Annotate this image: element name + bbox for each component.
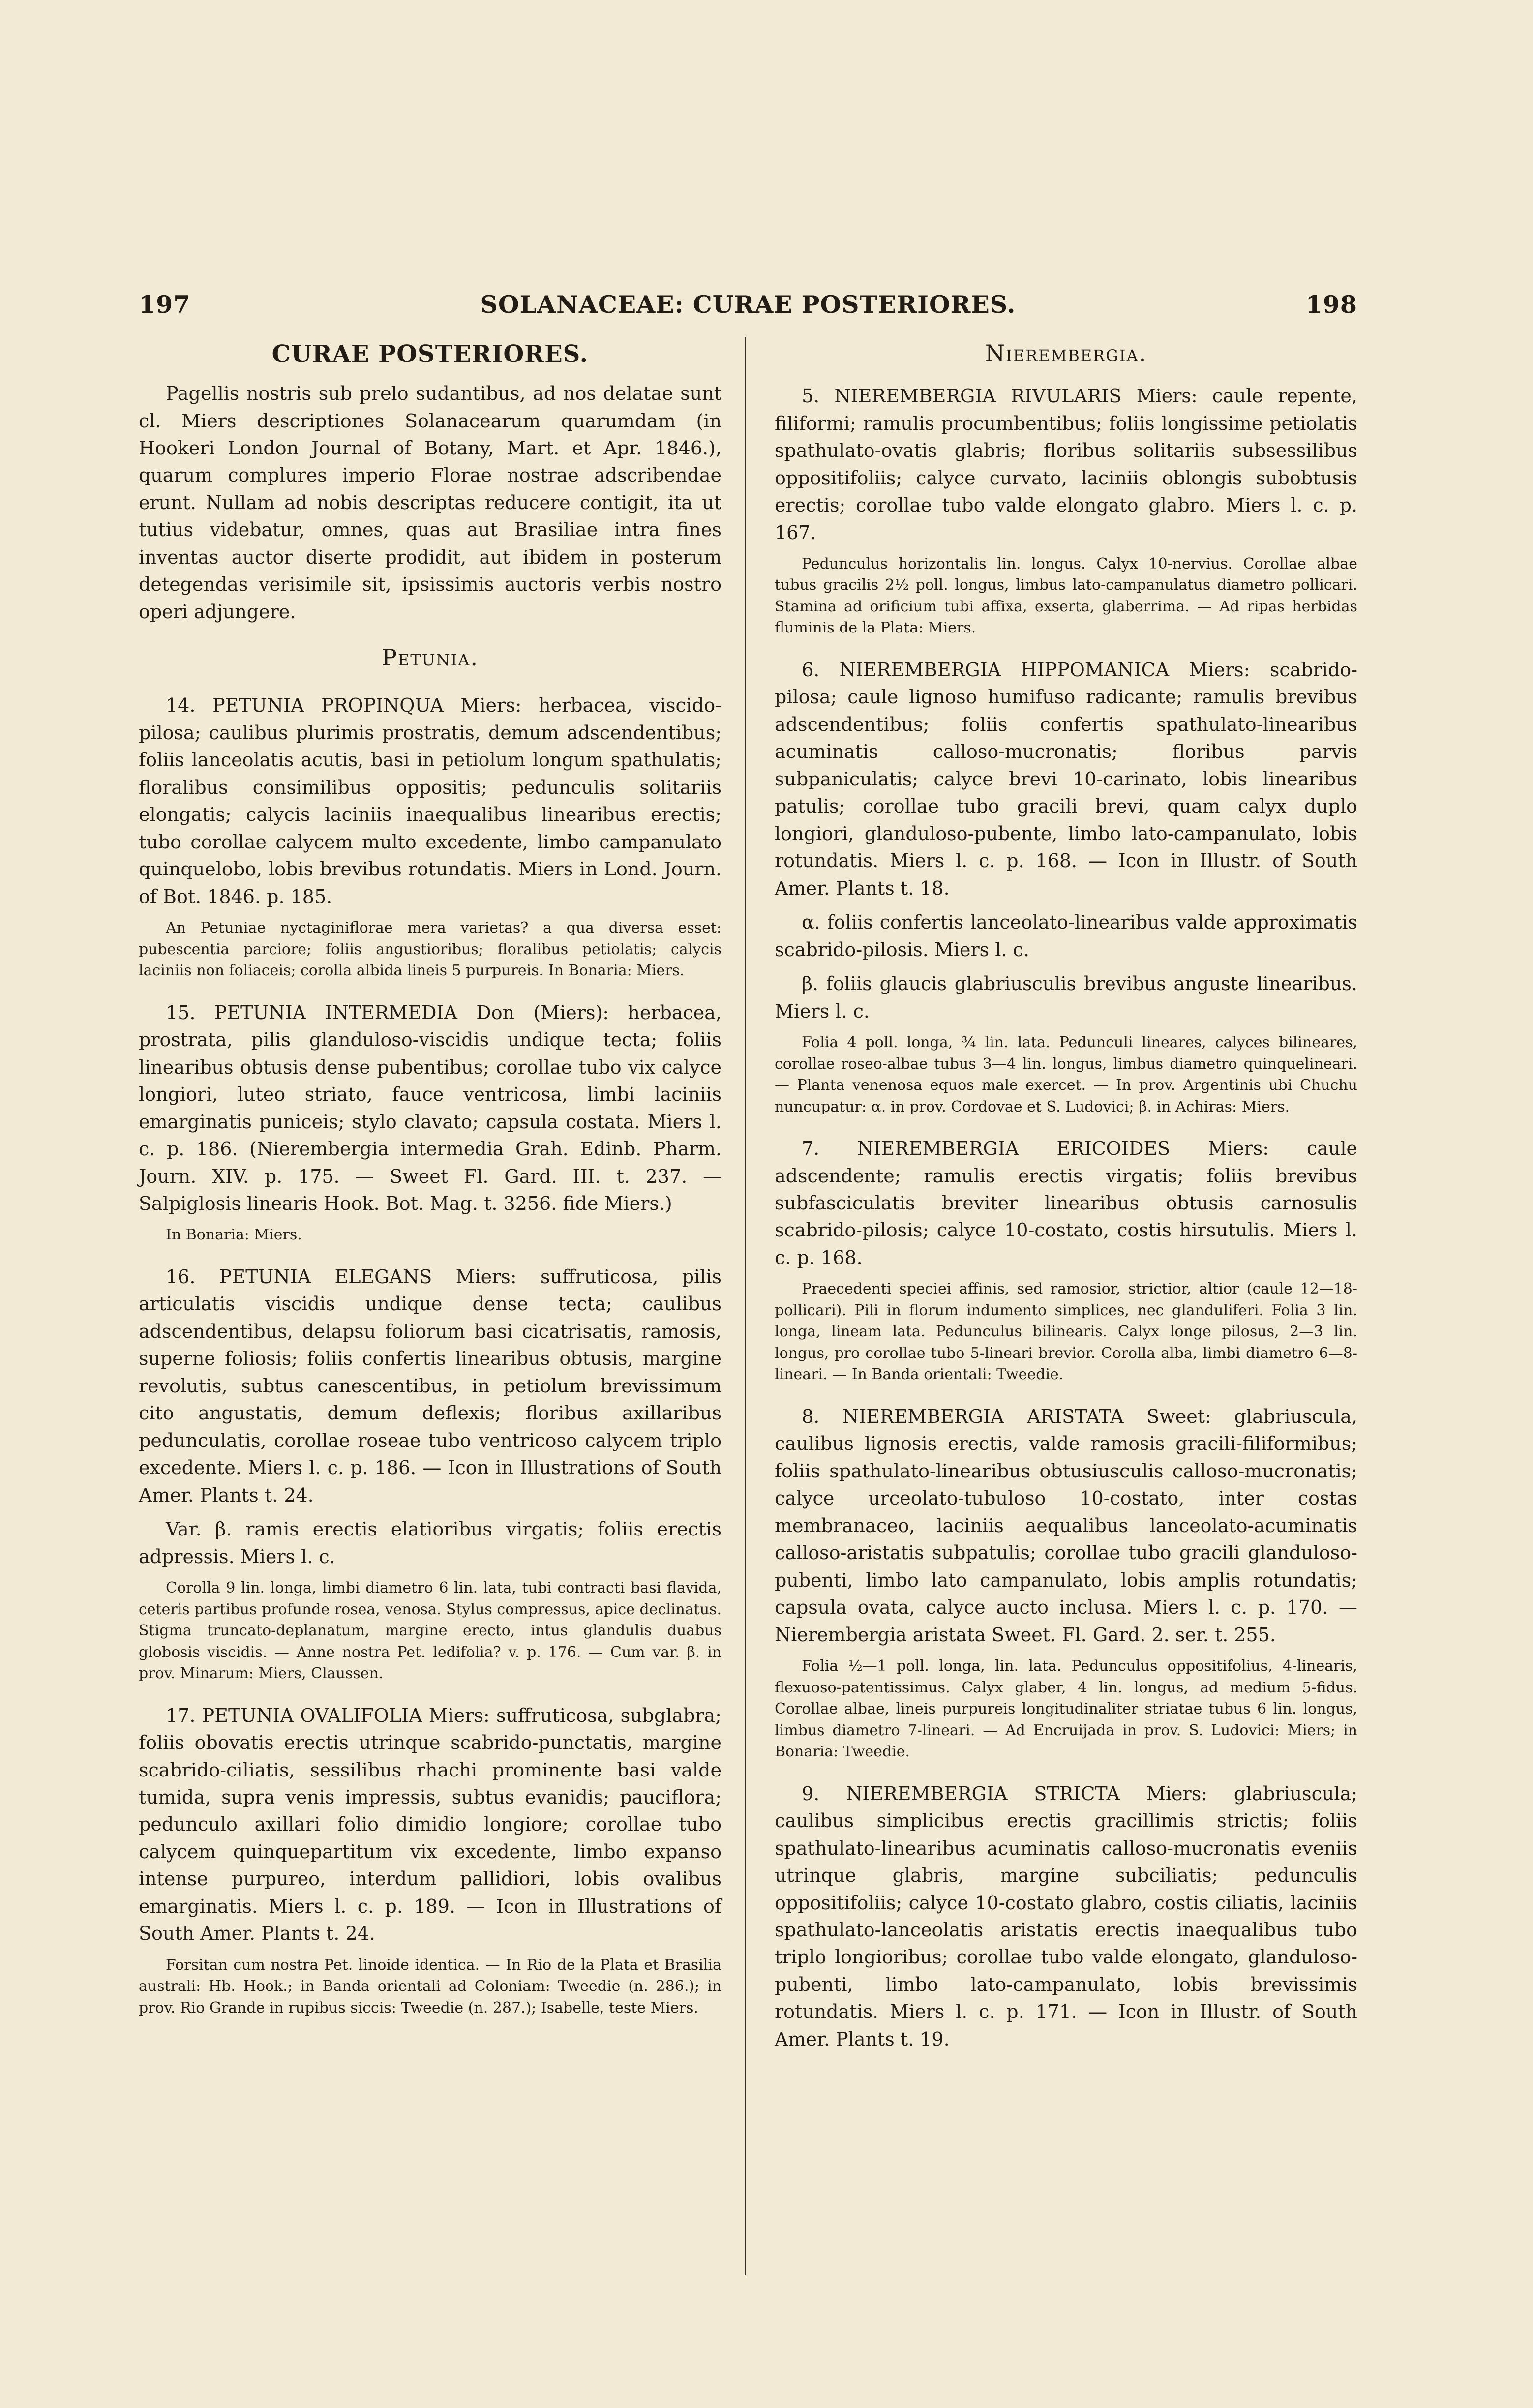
genus-title-petunia: Petunia. xyxy=(382,644,479,671)
species-entry-16: 16. PETUNIA ELEGANS Miers: suffruticosa, pilis articulatis viscidis undique dense tecta; caulibus adscendentibus, delapsu foliorum basi cicatrisatis, ramosis, superne foliosis; foliis confertis linearibus obtusis, margine revolutis, subtus canescentibus, in petiolum brevissimum cito angustatis, demum deflexis; floribus axillaribus pedunculatis, corollae roseae tubo ventricoso calycem triplo excedente. Miers l. c. p. 186. — Icon in Illustrations of South Amer. Plants t. 24. xyxy=(139,1265,721,1506)
species-note-16: Corolla 9 lin. longa, limbi diametro 6 lin. lata, tubi contracti basi flavida, ceteris partibus profunde rosea, venosa. Stylus compressus, apice declinatus. Stigma truncato-deplanatum, margine erecto, intus glandulis duabus globosis viscidis. — Anne nostra Pet. ledifolia? v. p. 176. — Cum var. β. in prov. Minarum: Miers, Claussen. xyxy=(139,1579,721,1683)
species-variety-16: Var. β. ramis erectis elatioribus virgatis; foliis erectis adpressis. Miers l. c. xyxy=(139,1518,721,1567)
species-note-5: Pedunculus horizontalis lin. longus. Calyx 10-nervius. Corollae albae tubus gracilis 2½ poll. longus, limbus lato-campanulatus diametro pollicari. Stamina ad orificium tubi affixa, exserta, glaberrima. — Ad ripas herbidas fluminis de la Plata: Miers. xyxy=(775,555,1357,637)
section-title: CURAE POSTERIORES. xyxy=(271,340,589,368)
species-entry-9: 9. NIEREMBERGIA STRICTA Miers: glabriuscula; caulibus simplicibus erectis gracillimis strictis; foliis spathulato-linearibus acuminatis calloso-mucronatis eveniis utrinque glabris, margine subciliatis; pedunculis oppositifoliis; calyce 10-costato glabro, costis ciliatis, laciniis spathulato-lanceolatis aristatis erectis inaequalibus tubo triplo longioribus; corollae tubo valde elongato, glanduloso-pubenti, limbo lato-campanulato, lobis brevissimis rotundatis. Miers l. c. p. 171. — Icon in Illustr. of South Amer. Plants t. 19. xyxy=(775,1782,1357,2050)
species-entry-15: 15. PETUNIA INTERMEDIA Don (Miers): herbacea, prostrata, pilis glanduloso-viscidis undique tecta; foliis linearibus obtusis dense pubentibus; corollae tubo vix calyce longiori, luteo striato, fauce ventricosa, limbi laciniis emarginatis puniceis; stylo clavato; capsula costata. Miers l. c. p. 186. (Nierembergia intermedia Grah. Edinb. Pharm. Journ. XIV. p. 175. — Sweet Fl. Gard. III. t. 237. — Salpiglosis linearis Hook. Bot. Mag. t. 3256. fide Miers.) xyxy=(139,1001,721,1214)
left-column xyxy=(139,337,721,2018)
intro-paragraph: Pagellis nostris sub prelo sudantibus, ad nos delatae sunt cl. Miers descriptiones Solanacearum quarumdam (in Hookeri London Journal of Botany, Mart. et Apr. 1846.), quarum complures imperio Florae nostrae adscribendae erunt. Nullam ad nobis descriptas reducere contigit, ita ut tutius videbatur, omnes, quas aut Brasiliae intra fines inventas auctor diserte prodidit, aut ibidem in posterum detegendas verisimile sit, ipsissimis auctoris verbis nostro operi adjungere. xyxy=(139,383,721,623)
species-entry-6: 6. NIEREMBERGIA HIPPOMANICA Miers: scabrido-pilosa; caule lignoso humifuso radicante; ramulis brevibus adscendentibus; foliis confertis spathulato-linearibus acuminatis calloso-mucronatis; floribus parvis subpaniculatis; calyce brevi 10-carinato, lobis linearibus patulis; corollae tubo gracili brevi, quam calyx duplo longiori, glanduloso-pubente, limbo lato-campanulato, lobis rotundatis. Miers l. c. p. 168. — Icon in Illustr. of South Amer. Plants t. 18. xyxy=(775,659,1357,899)
species-locality-15: In Bonaria: Miers. xyxy=(166,1226,302,1244)
species-note-17: Forsitan cum nostra Pet. linoide identica. — In Rio de la Plata et Brasilia australi: Hb. Hook.; in Banda orientali ad Coloniam: Tweedie (n. 286.); in prov. Rio Grande in rupibus siccis: Tweedie (n. 287.); Isabelle, teste Miers. xyxy=(139,1956,721,2017)
species-variety-6-alpha: α. foliis confertis lanceolato-linearibus valde approximatis scabrido-pilosis. Miers l. c. xyxy=(775,911,1357,961)
column-divider xyxy=(745,337,746,2275)
page-number-left: 197 xyxy=(139,290,191,319)
running-head xyxy=(139,290,1357,325)
running-title: SOLANACEAE: CURAE POSTERIORES. xyxy=(480,290,1016,319)
book-page xyxy=(139,290,1357,2267)
genus-title-nierembergia: Nierembergia. xyxy=(985,340,1147,366)
species-entry-8: 8. NIEREMBERGIA ARISTATA Sweet: glabriuscula, caulibus lignosis erectis, valde ramosis gracili-filiformibus; foliis spathulato-linearibus obtusiusculis calloso-mucronatis; calyce urceolato-tubuloso 10-costato, inter costas membranaceo, laciniis aequalibus lanceolato-acuminatis calloso-aristatis subpatulis; corollae tubo gracili glanduloso-pubenti, limbo lato campanulato, lobis amplis rotundatis; capsula ovata, calyce aucto inclusa. Miers l. c. p. 170. — Nierembergia aristata Sweet. Fl. Gard. 2. ser. t. 255. xyxy=(775,1405,1357,1646)
species-note-14: An Petuniae nyctaginiflorae mera varietas? a qua diversa esset: pubescentia parciore; foliis angustioribus; floralibus petiolatis; calycis laciniis non foliaceis; corolla albida lineis 5 purpureis. In Bonaria: Miers. xyxy=(139,919,721,980)
species-note-8: Folia ½—1 poll. longa, lin. lata. Pedunculus oppositifolius, 4-linearis, flexuoso-patentissimus. Calyx glaber, 4 lin. longus, ad medium 5-fidus. Corollae albae, lineis purpureis longitudinaliter striatae tubus 6 lin. longus, limbus diametro 7-lineari. — Ad Encruijada in prov. S. Ludovici: Miers; in Bonaria: Tweedie. xyxy=(775,1657,1357,1761)
species-entry-5: 5. NIEREMBERGIA RIVULARIS Miers: caule repente, filiformi; ramulis procumbentibus; foliis longissime petiolatis spathulato-ovatis glabris; floribus solitariis subsessilibus oppositifoliis; calyce curvato, laciniis oblongis subobtusis erectis; corollae tubo valde elongato glabro. Miers l. c. p. 167. xyxy=(775,385,1357,543)
right-column xyxy=(775,337,1357,2053)
species-note-7: Praecedenti speciei affinis, sed ramosior, strictior, altior (caule 12—18-pollicari). Pili in florum indumento simplices, nec glanduliferi. Folia 3 lin. longa, lineam lata. Pedunculus bilinearis. Calyx longe pilosus, 2—3 lin. longus, pro corollae tubo 5-lineari brevior. Corolla alba, limbi diametro 6—8-lineari. — In Banda orientali: Tweedie. xyxy=(775,1280,1357,1384)
species-entry-17: 17. PETUNIA OVALIFOLIA Miers: suffruticosa, subglabra; foliis obovatis erectis utrinque scabrido-punctatis, margine scabrido-ciliatis, sessilibus rhachi prominente basi valde tumida, supra venis impressis, subtus evanidis; pauciflora; pedunculo axillari folio dimidio longiore; corollae tubo calycem quinquepartitum vix excedente, limbo expanso intense purpureo, interdum pallidiori, lobis ovalibus emarginatis. Miers l. c. p. 189. — Icon in Illustrations of South Amer. Plants t. 24. xyxy=(139,1704,721,1945)
species-note-6: Folia 4 poll. longa, ¾ lin. lata. Pedunculi lineares, calyces bilineares, corollae roseo-albae tubus 3—4 lin. longus, limbus diametro quinquelineari. — Planta venenosa equos male exercet. — In prov. Argentinis ubi Chuchu nuncupatur: α. in prov. Cordovae et S. Ludovici; β. in Achiras: Miers. xyxy=(775,1034,1357,1115)
species-variety-6-beta: β. foliis glaucis glabriusculis brevibus anguste linearibus. Miers l. c. xyxy=(775,973,1357,1022)
species-entry-7: 7. NIEREMBERGIA ERICOIDES Miers: caule adscendente; ramulis erectis virgatis; foliis brevibus subfasciculatis breviter linearibus obtusis carnosulis scabrido-pilosis; calyce 10-costato, costis hirsutulis. Miers l. c. p. 168. xyxy=(775,1138,1357,1268)
species-entry-14: 14. PETUNIA PROPINQUA Miers: herbacea, viscido-pilosa; caulibus plurimis prostratis, demum adscendentibus; foliis lanceolatis acutis, basi in petiolum longum spathulatis; floralibus consimilibus oppositis; pedunculis solitariis elongatis; calycis laciniis inaequalibus linearibus erectis; tubo corollae calycem multo excedente, limbo campanulato quinquelobo, lobis brevibus rotundatis. Miers in Lond. Journ. of Bot. 1846. p. 185. xyxy=(139,694,721,907)
page-number-right: 198 xyxy=(1305,290,1357,319)
